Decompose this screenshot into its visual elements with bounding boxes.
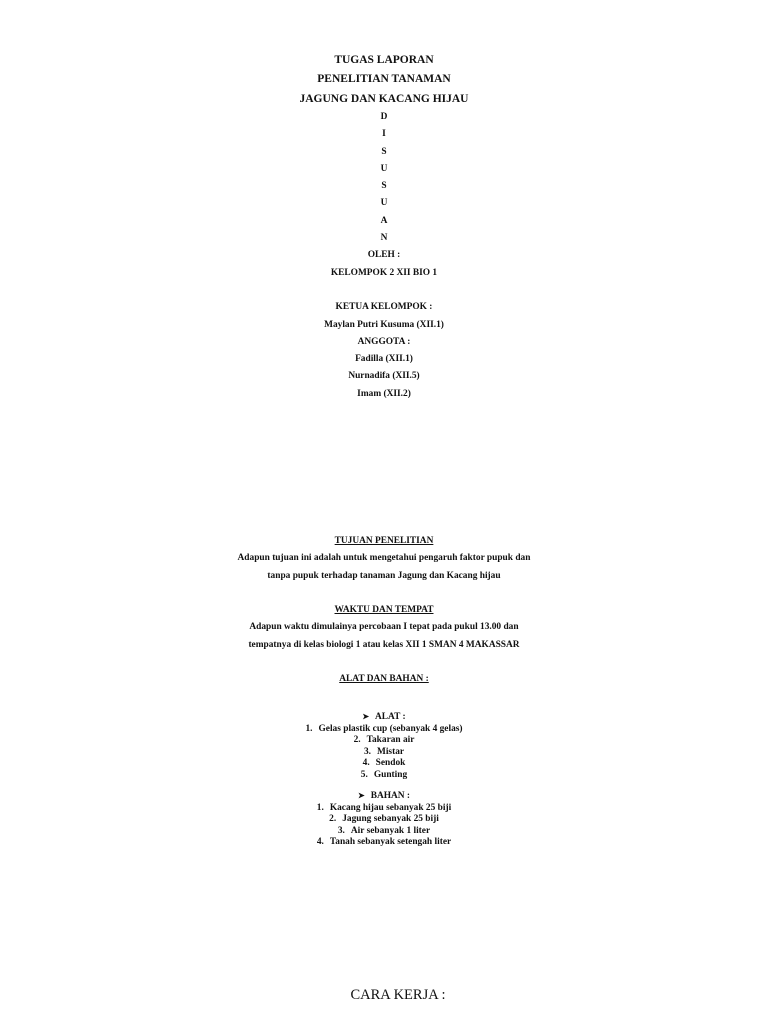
- author-block: [0, 109, 768, 403]
- disusun-letter: U: [380, 198, 388, 209]
- disusun-letter: A: [380, 215, 388, 226]
- list-item: 2. Jagung sebanyak 25 biji: [329, 814, 439, 824]
- list-item: 3. Air sebanyak 1 liter: [337, 825, 431, 836]
- alat-label: ➤ ALAT :: [362, 712, 406, 722]
- alat-list: [0, 711, 768, 781]
- anggota-name: Nurnadifa (XII.5): [348, 371, 420, 382]
- ketua-label: KETUA KELOMPOK :: [335, 302, 433, 313]
- list-item: 1. Gelas plastik cup (sebanyak 4 gelas): [305, 723, 463, 734]
- disusun-letter: U: [380, 163, 388, 174]
- waktu-text: tempatnya di kelas biologi 1 atau kelas XII 1 SMAN 4 MAKASSAR: [248, 639, 520, 650]
- list-item: 4. Sendok: [362, 758, 406, 768]
- disusun-letter: S: [381, 181, 387, 192]
- title-line: PENELITIAN TANAMAN: [317, 73, 451, 86]
- list-item: 3. Mistar: [363, 746, 405, 757]
- waktu-text: Adapun waktu dimulainya percobaan I tepat pada pukul 13.00 dan: [249, 622, 519, 633]
- disusun-letter: D: [380, 112, 388, 122]
- title-line: TUGAS LAPORAN: [334, 54, 434, 66]
- arrow-bullet-icon: ➤: [357, 791, 365, 800]
- list-item: 4. Tanah sebanyak setengah liter: [316, 837, 452, 847]
- list-item: 5. Gunting: [360, 769, 408, 780]
- anggota-name: Fadilla (XII.1): [355, 354, 413, 365]
- oleh-label: OLEH :: [367, 250, 401, 261]
- waktu-heading: WAKTU DAN TEMPAT: [334, 605, 434, 616]
- bahan-list: [0, 790, 768, 849]
- tujuan-heading: TUJUAN PENELITIAN: [334, 536, 434, 546]
- alat-bahan-heading: ALAT DAN BAHAN :: [339, 674, 429, 685]
- spacer: [0, 585, 768, 602]
- spacer: [0, 282, 768, 299]
- kelompok-label: KELOMPOK 2 XII BIO 1: [330, 267, 438, 278]
- tujuan-section: [0, 533, 768, 689]
- spacer: [0, 654, 768, 671]
- anggota-label: ANGGOTA :: [357, 336, 411, 347]
- disusun-letter: S: [381, 146, 387, 157]
- cara-kerja-heading: CARA KERJA :: [350, 987, 446, 1003]
- ketua-name: Maylan Putri Kusuma (XII.1): [324, 319, 444, 330]
- list-item: 1. Kacang hijau sebanyak 25 biji: [316, 802, 452, 813]
- report-title: [0, 51, 768, 109]
- tujuan-text: tanpa pupuk terhadap tanaman Jagung dan Kacang hijau: [267, 570, 501, 581]
- anggota-name: Imam (XII.2): [357, 388, 411, 399]
- bahan-label: ➤ BAHAN :: [357, 791, 411, 801]
- arrow-bullet-icon: ➤: [362, 712, 370, 721]
- disusun-letter: I: [382, 129, 386, 140]
- disusun-letter: N: [380, 233, 388, 244]
- title-line: JAGUNG DAN KACANG HIJAU: [299, 92, 469, 105]
- tujuan-text: Adapun tujuan ini adalah untuk mengetahui pengaruh faktor pupuk dan: [237, 553, 531, 564]
- list-item: 2. Takaran air: [353, 735, 415, 745]
